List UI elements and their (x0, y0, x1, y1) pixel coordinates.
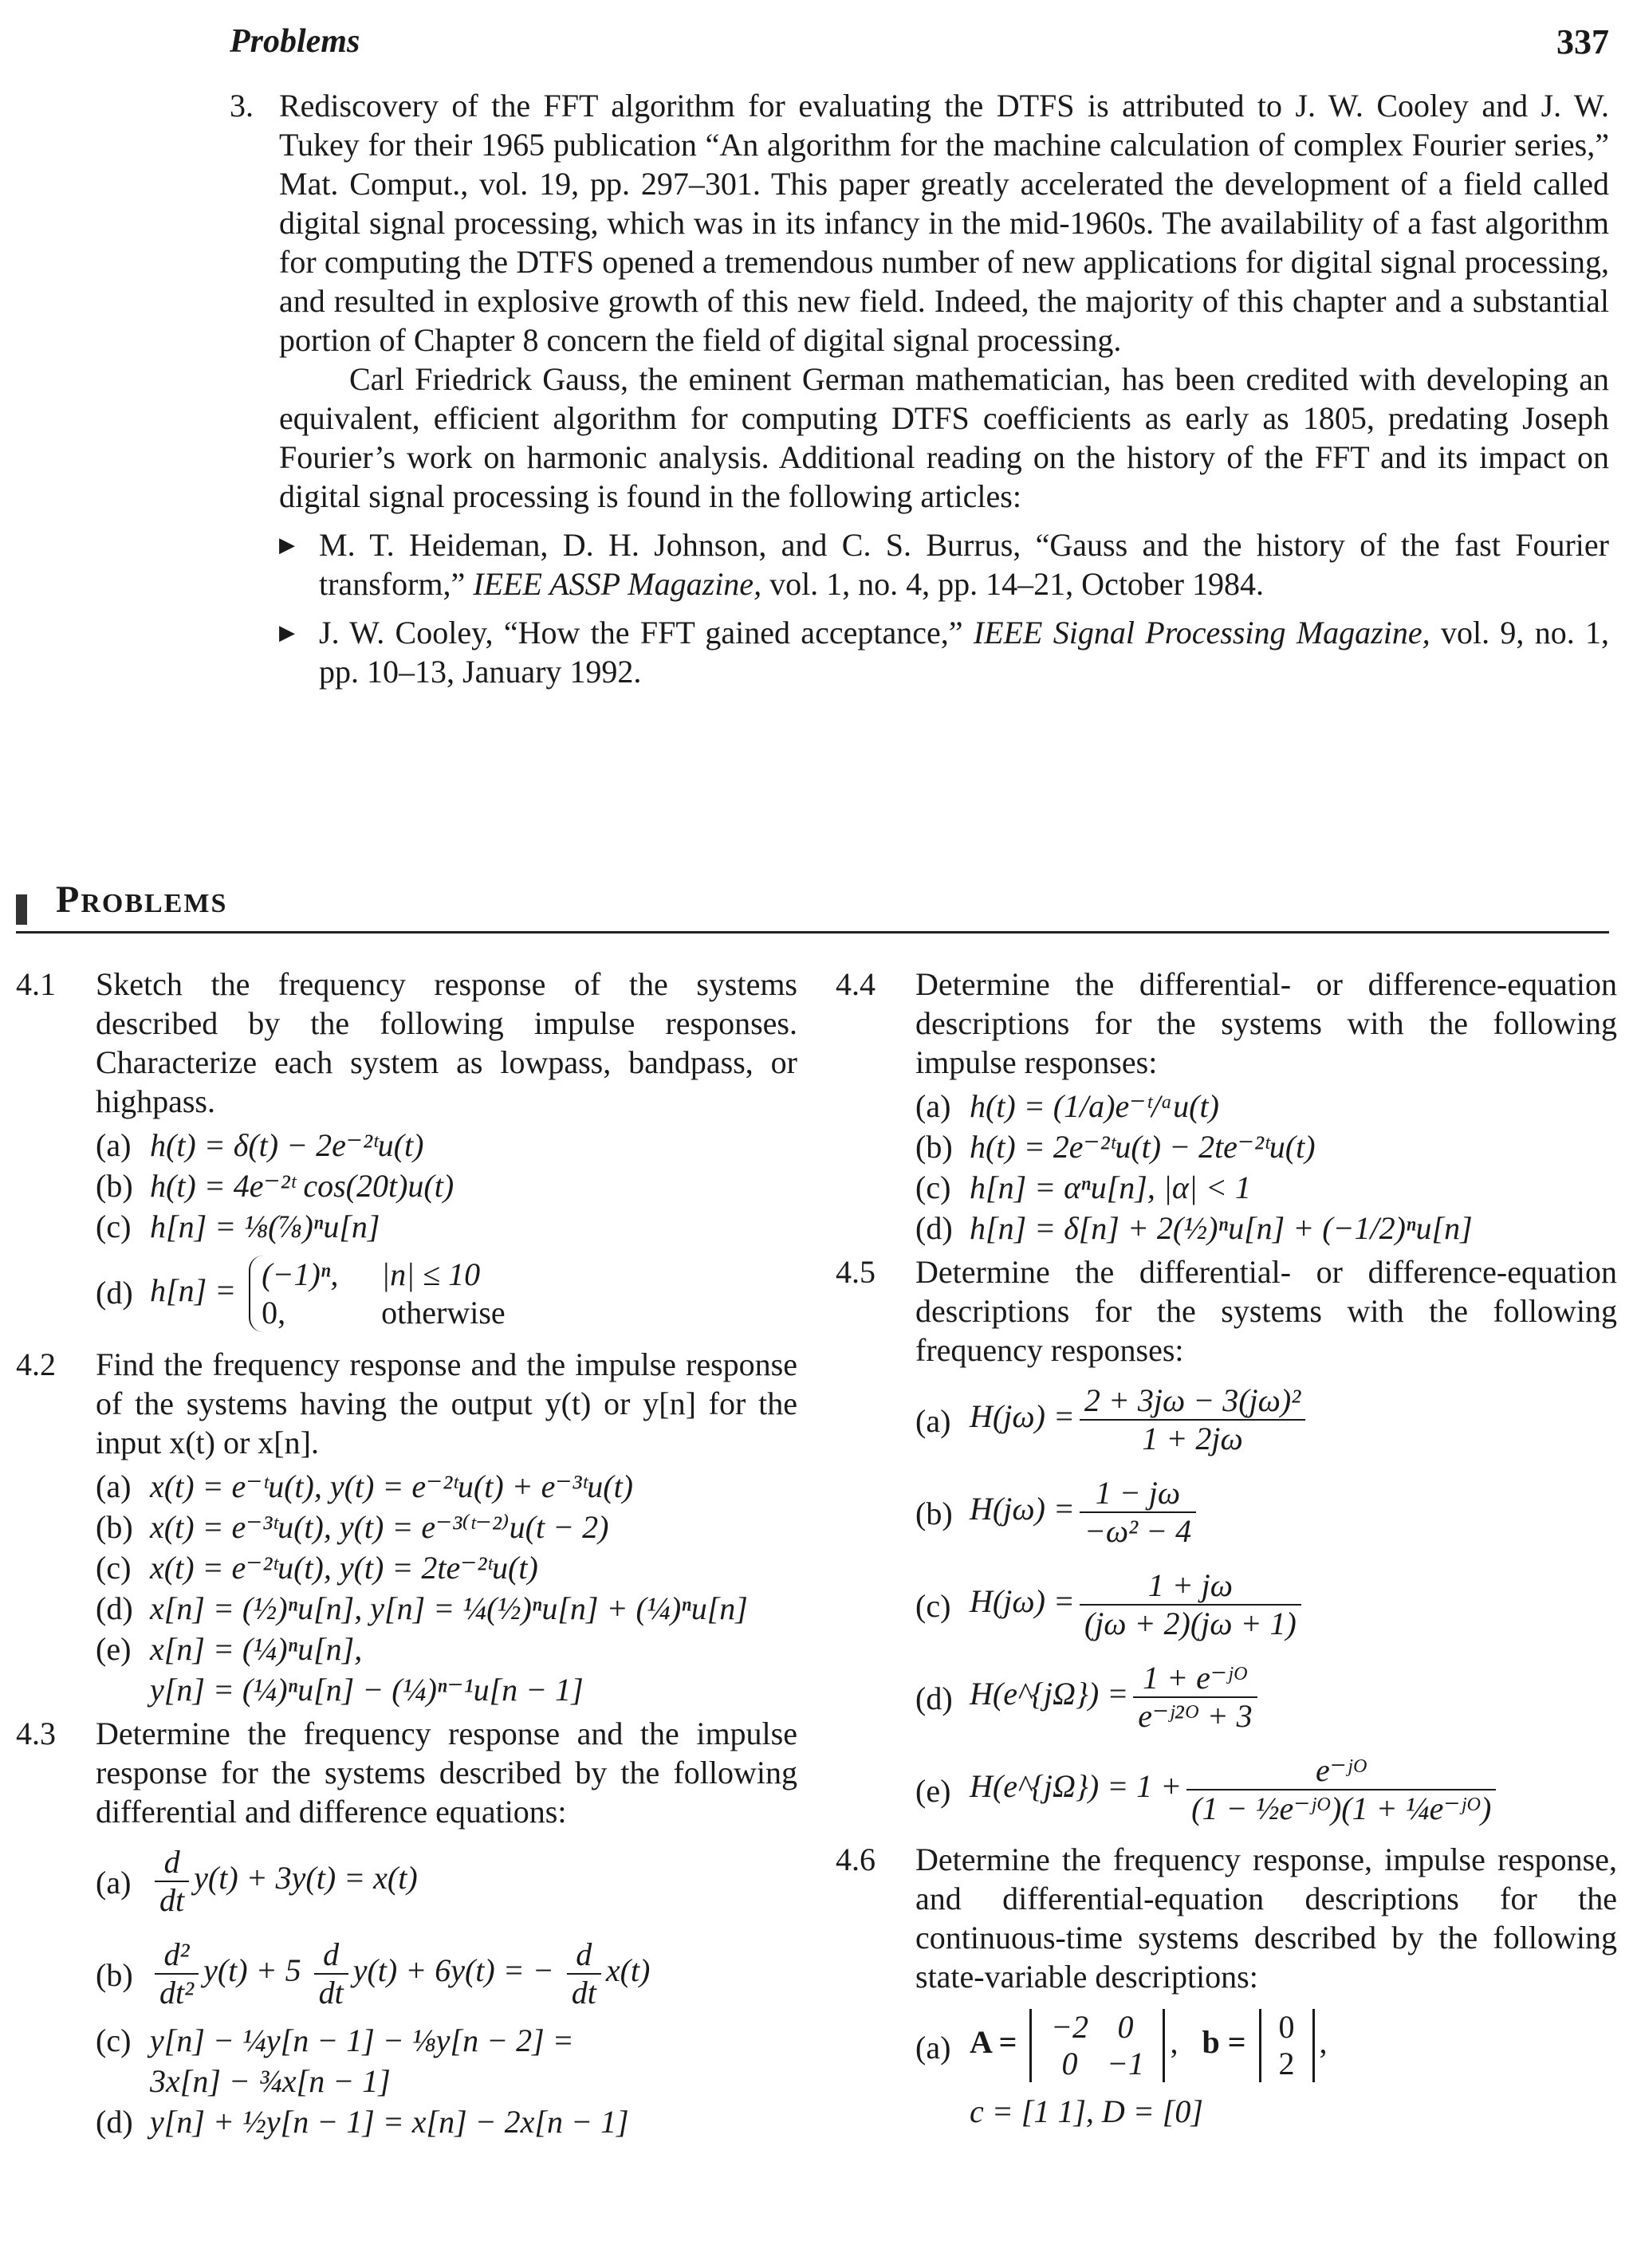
part-label: (b) (915, 1496, 953, 1531)
frac-denominator: (1 − ½e⁻ʲᴼ)(1 + ¼e⁻ʲᴼ) (1191, 1790, 1492, 1826)
problem-number: 4.5 (836, 1254, 876, 1290)
problem-part (96, 1928, 797, 2019)
problem-parts (96, 1126, 797, 1340)
problem-part-continuation (915, 2092, 1617, 2131)
section-rule (16, 931, 1609, 934)
problem-part (96, 1589, 797, 1628)
part-label: (b) (96, 1168, 133, 1204)
part-expression: c = [1 1], D = [0] (970, 2093, 1203, 2129)
part-label: (d) (96, 1590, 133, 1626)
reference-details: vol. 1, no. 4, pp. 14–21, October 1984. (769, 566, 1265, 602)
frac-denominator: dt (571, 1975, 596, 2011)
page-number: 337 (1556, 22, 1609, 61)
part-expression: x(t) = e⁻²ᵗu(t), y(t) = 2te⁻²ᵗu(t) (150, 1550, 538, 1586)
reference-details: vol. 9, no. 1, pp. 10–13, January 1992. (319, 615, 1610, 690)
reference-item (279, 613, 1609, 691)
problem-part (915, 1744, 1617, 1835)
part-label: (a) (96, 1127, 132, 1163)
problem-text: Determine the differential- or difference-equation descriptions for the systems with the following frequency responses: (915, 1254, 1617, 1368)
problem-text: Determine the frequency response and the impulse response for the systems described by the following differential and difference equations: (96, 1716, 797, 1830)
reference-authors: J. W. Cooley, “How the FFT gained acceptance,” (319, 615, 963, 651)
part-label: (b) (96, 1957, 133, 1993)
problem-parts (96, 1836, 797, 2141)
frac-numerator: d (155, 1844, 189, 1882)
problem-part (96, 1836, 797, 1927)
part-label: (d) (915, 1680, 953, 1716)
problem-part (96, 2102, 797, 2141)
part-expression: h[n] = αⁿu[n], |α| < 1 (970, 1169, 1251, 1205)
frac-denominator: (jω + 2)(jω + 1) (1084, 1606, 1297, 1641)
problem-part (915, 1652, 1617, 1743)
frac-numerator: d² (155, 1936, 199, 1975)
frac-numerator: 1 + e⁻ʲᴼ (1133, 1660, 1257, 1698)
frac-denominator: dt (159, 1882, 185, 1918)
part-expression: y(t) + 5 (203, 1952, 301, 1989)
part-expression: y[n] + ½y[n − 1] = x[n] − 2x[n − 1] (150, 2104, 629, 2140)
frac-denominator: e⁻ʲ²ᴼ + 3 (1138, 1698, 1253, 1734)
part-label: (a) (915, 1088, 951, 1124)
piecewise-lhs: h[n] = (150, 1272, 237, 1309)
part-expression: 3x[n] − ¾x[n − 1] (150, 2063, 391, 2099)
fraction (1080, 1382, 1305, 1457)
part-label: (a) (96, 1468, 132, 1504)
frac-denominator: −ω² − 4 (1084, 1513, 1192, 1549)
part-label: (e) (96, 1631, 132, 1667)
problem-text: Determine the differential- or difference-equation descriptions for the systems with the following impulse responses: (915, 966, 1617, 1080)
problem-4-4 (836, 965, 1617, 1248)
part-label: (b) (96, 1509, 133, 1545)
reference-journal: IEEE ASSP Magazine, (473, 566, 762, 602)
reference-authors: M. T. Heideman, D. H. Johnson, and C. S. Burrus, “Gauss and the history of the fast Fourier transform,” (319, 527, 1609, 602)
problems-left-column (16, 965, 797, 2146)
fraction (1080, 1475, 1196, 1550)
part-label: (c) (96, 2022, 132, 2058)
frac-numerator: 2 + 3jω − 3(jω)² (1080, 1382, 1305, 1421)
fraction-lhs: H(e^{jΩ}) = 1 + (970, 1768, 1182, 1805)
part-expression: x[n] = (¼)ⁿu[n], (150, 1631, 363, 1667)
problem-part (96, 2021, 797, 2060)
problem-part (96, 1126, 797, 1165)
problem-text: Sketch the frequency response of the systems described by the following impulse responses. Characterize each system as lowpass, bandpass, or highpass. (96, 966, 797, 1119)
part-expression: y(t) + 3y(t) = x(t) (194, 1860, 418, 1897)
fraction-lhs: H(jω) = (970, 1398, 1075, 1435)
problem-parts (915, 2001, 1617, 2131)
part-label: (c) (96, 1209, 132, 1244)
frac-numerator: 1 − jω (1080, 1475, 1196, 1513)
part-label: (d) (96, 2104, 133, 2140)
section-heading (16, 877, 1609, 941)
section-marker-icon (16, 894, 27, 925)
part-label: (c) (915, 1169, 951, 1205)
problem-4-5 (836, 1252, 1617, 1835)
problem-part (915, 1467, 1617, 1558)
part-expression: h(t) = 4e⁻²ᵗ cos(20t)u(t) (150, 1168, 454, 1204)
problem-part (96, 1629, 797, 1669)
frac-denominator: dt (318, 1975, 344, 2011)
running-head (230, 22, 1609, 70)
derivative-operator (567, 1936, 601, 2011)
case-condition: |n| ≤ 10 (381, 1256, 481, 1292)
fraction-lhs: H(jω) = (970, 1491, 1075, 1527)
problem-number: 4.1 (16, 966, 56, 1002)
part-expression: y[n] = (¼)ⁿu[n] − (¼)ⁿ⁻¹u[n − 1] (150, 1672, 584, 1708)
problem-number: 4.2 (16, 1346, 56, 1382)
part-expression: y(t) + 6y(t) = − (352, 1952, 554, 1989)
problem-number: 4.3 (16, 1716, 56, 1751)
matrix-entry: 0 (1117, 2009, 1134, 2045)
note-text: Rediscovery of the FFT algorithm for evaluating the DTFS is attributed to J. W. Cooley and J. W. Tukey for their 1965 publication “An algorithm for the machine calculation of complex Fourier series,” Mat. Comput., vol. 19, pp. 297–301. This paper greatly accelerated the development of a field called digital signal processing, which was in its infancy in the mid-1960s. The availability of a fast algorithm for computing the DTFS opened a tremendous number of new applications for digital signal processing, and resulted in explosive growth of this new field. Indeed, the majority of this chapter and a substantial portion of Chapter 8 concern the field of digital signal processing. (279, 88, 1609, 358)
problem-text: Determine the frequency response, impulse response, and differential-equation descriptions for the continuous-time systems described by the following state-variable descriptions: (915, 1842, 1617, 1995)
fraction (1080, 1567, 1301, 1642)
problem-part (96, 1207, 797, 1246)
part-expression: h(t) = 2e⁻²ᵗu(t) − 2te⁻²ᵗu(t) (970, 1129, 1316, 1165)
part-expression: h(t) = (1/a)e⁻ᵗ/ᵃu(t) (970, 1088, 1219, 1124)
matrix-a-lhs: A = (970, 2024, 1017, 2061)
problem-part-continuation (96, 2062, 797, 2101)
matrix-entry: 2 (1278, 2046, 1295, 2081)
problem-part (96, 1248, 797, 1340)
part-label: (d) (96, 1275, 133, 1311)
problem-part (915, 1209, 1617, 1248)
fraction-lhs: H(e^{jΩ}) = (970, 1676, 1129, 1712)
part-label: (a) (96, 1865, 132, 1900)
derivative-operator (314, 1936, 348, 2011)
part-expression: x(t) (605, 1952, 651, 1989)
problem-part (96, 1548, 797, 1587)
bullet-triangle-icon: ▶ (279, 621, 295, 644)
part-label: (a) (915, 1403, 951, 1439)
case-condition: otherwise (381, 1295, 506, 1331)
problem-4-1 (16, 965, 797, 1340)
part-label: (c) (915, 1588, 951, 1624)
problem-part (915, 1374, 1617, 1465)
problem-part (96, 1507, 797, 1547)
part-expression: h(t) = δ(t) − 2e⁻²ᵗu(t) (150, 1127, 424, 1163)
vector-b (1259, 2009, 1315, 2082)
bullet-triangle-icon: ▶ (279, 533, 295, 556)
frac-numerator: d (567, 1936, 601, 1975)
fraction (1133, 1660, 1257, 1735)
piecewise-cases (249, 1256, 506, 1332)
reference-list (230, 525, 1609, 691)
part-label: (a) (915, 2030, 951, 2066)
derivative-operator (155, 1844, 189, 1919)
vector-b-lhs: b = (1202, 2024, 1246, 2061)
part-label: (c) (96, 1550, 132, 1586)
case-value: 0, (262, 1295, 286, 1331)
reference-item (279, 525, 1609, 603)
problem-part (96, 1166, 797, 1205)
part-expression: x(t) = e⁻³ᵗu(t), y(t) = e⁻³⁽ᵗ⁻²⁾u(t − 2) (150, 1509, 609, 1545)
reference-journal: IEEE Signal Processing Magazine, (973, 615, 1430, 651)
running-head-title: Problems (230, 23, 360, 60)
fraction-lhs: H(jω) = (970, 1583, 1075, 1620)
note-item-3 (230, 86, 1609, 360)
problem-4-6 (836, 1840, 1617, 2131)
matrix-entry: 0 (1061, 2046, 1078, 2081)
problem-part (915, 1127, 1617, 1166)
fraction (1186, 1752, 1496, 1827)
gauss-paragraph: Carl Friedrick Gauss, the eminent German mathematician, has been credited with developing an equivalent, efficient algorithm for computing DTFS coefficients as early as 1805, predating Joseph Fourier’s work on harmonic analysis. Additional reading on the history of the FFT and its impact on digital signal processing is found in the following articles: (279, 361, 1609, 514)
problem-part (96, 1467, 797, 1506)
problems-right-column (836, 965, 1617, 2136)
problem-parts (96, 1467, 797, 1709)
frac-numerator: d (314, 1936, 348, 1975)
problem-parts (915, 1087, 1617, 1248)
problem-part (915, 1087, 1617, 1126)
problem-number: 4.6 (836, 1842, 876, 1877)
case-value: (−1)ⁿ, (262, 1256, 339, 1292)
part-expression: y[n] − ¼y[n − 1] − ⅛y[n − 2] = (150, 2022, 574, 2058)
section-title: Problems (56, 879, 228, 921)
problem-part (915, 1168, 1617, 1207)
part-label: (e) (915, 1773, 951, 1809)
matrix-entry: −2 (1050, 2009, 1088, 2045)
part-expression: h[n] = δ[n] + 2(½)ⁿu[n] + (−1/2)ⁿu[n] (970, 1210, 1473, 1246)
part-expression: x(t) = e⁻ᵗu(t), y(t) = e⁻²ᵗu(t) + e⁻³ᵗu(t) (150, 1468, 633, 1504)
note-number: 3. (230, 88, 254, 124)
chapter-notes (230, 86, 1609, 701)
problem-part (915, 1559, 1617, 1650)
part-label: (b) (915, 1129, 953, 1165)
frac-denominator: 1 + 2jω (1142, 1421, 1243, 1456)
matrix-entry: 0 (1278, 2009, 1295, 2045)
problem-4-3 (16, 1714, 797, 2141)
frac-numerator: e⁻ʲᴼ (1186, 1752, 1496, 1790)
second-derivative-operator (155, 1936, 199, 2011)
matrix-entry: −1 (1106, 2046, 1144, 2081)
matrix-a (1029, 2009, 1165, 2082)
problem-number: 4.4 (836, 966, 876, 1002)
problem-part: (a) A = −2 0 0 −1 , b = 0 2 , (915, 2009, 1328, 2081)
problem-part-continuation (96, 1670, 797, 1709)
part-expression: x[n] = (½)ⁿu[n], y[n] = ¼(½)ⁿu[n] + (¼)ⁿu[n] (150, 1590, 748, 1626)
part-label: (d) (915, 1210, 953, 1246)
problem-4-2 (16, 1345, 797, 1709)
frac-denominator: dt² (159, 1975, 195, 2011)
part-expression: h[n] = ⅛(⅞)ⁿu[n] (150, 1209, 380, 1244)
problem-parts (915, 1374, 1617, 1835)
frac-numerator: 1 + jω (1080, 1567, 1301, 1606)
problem-text: Find the frequency response and the impulse response of the systems having the output y(t) or y[n] for the input x(t) or x[n]. (96, 1346, 797, 1460)
